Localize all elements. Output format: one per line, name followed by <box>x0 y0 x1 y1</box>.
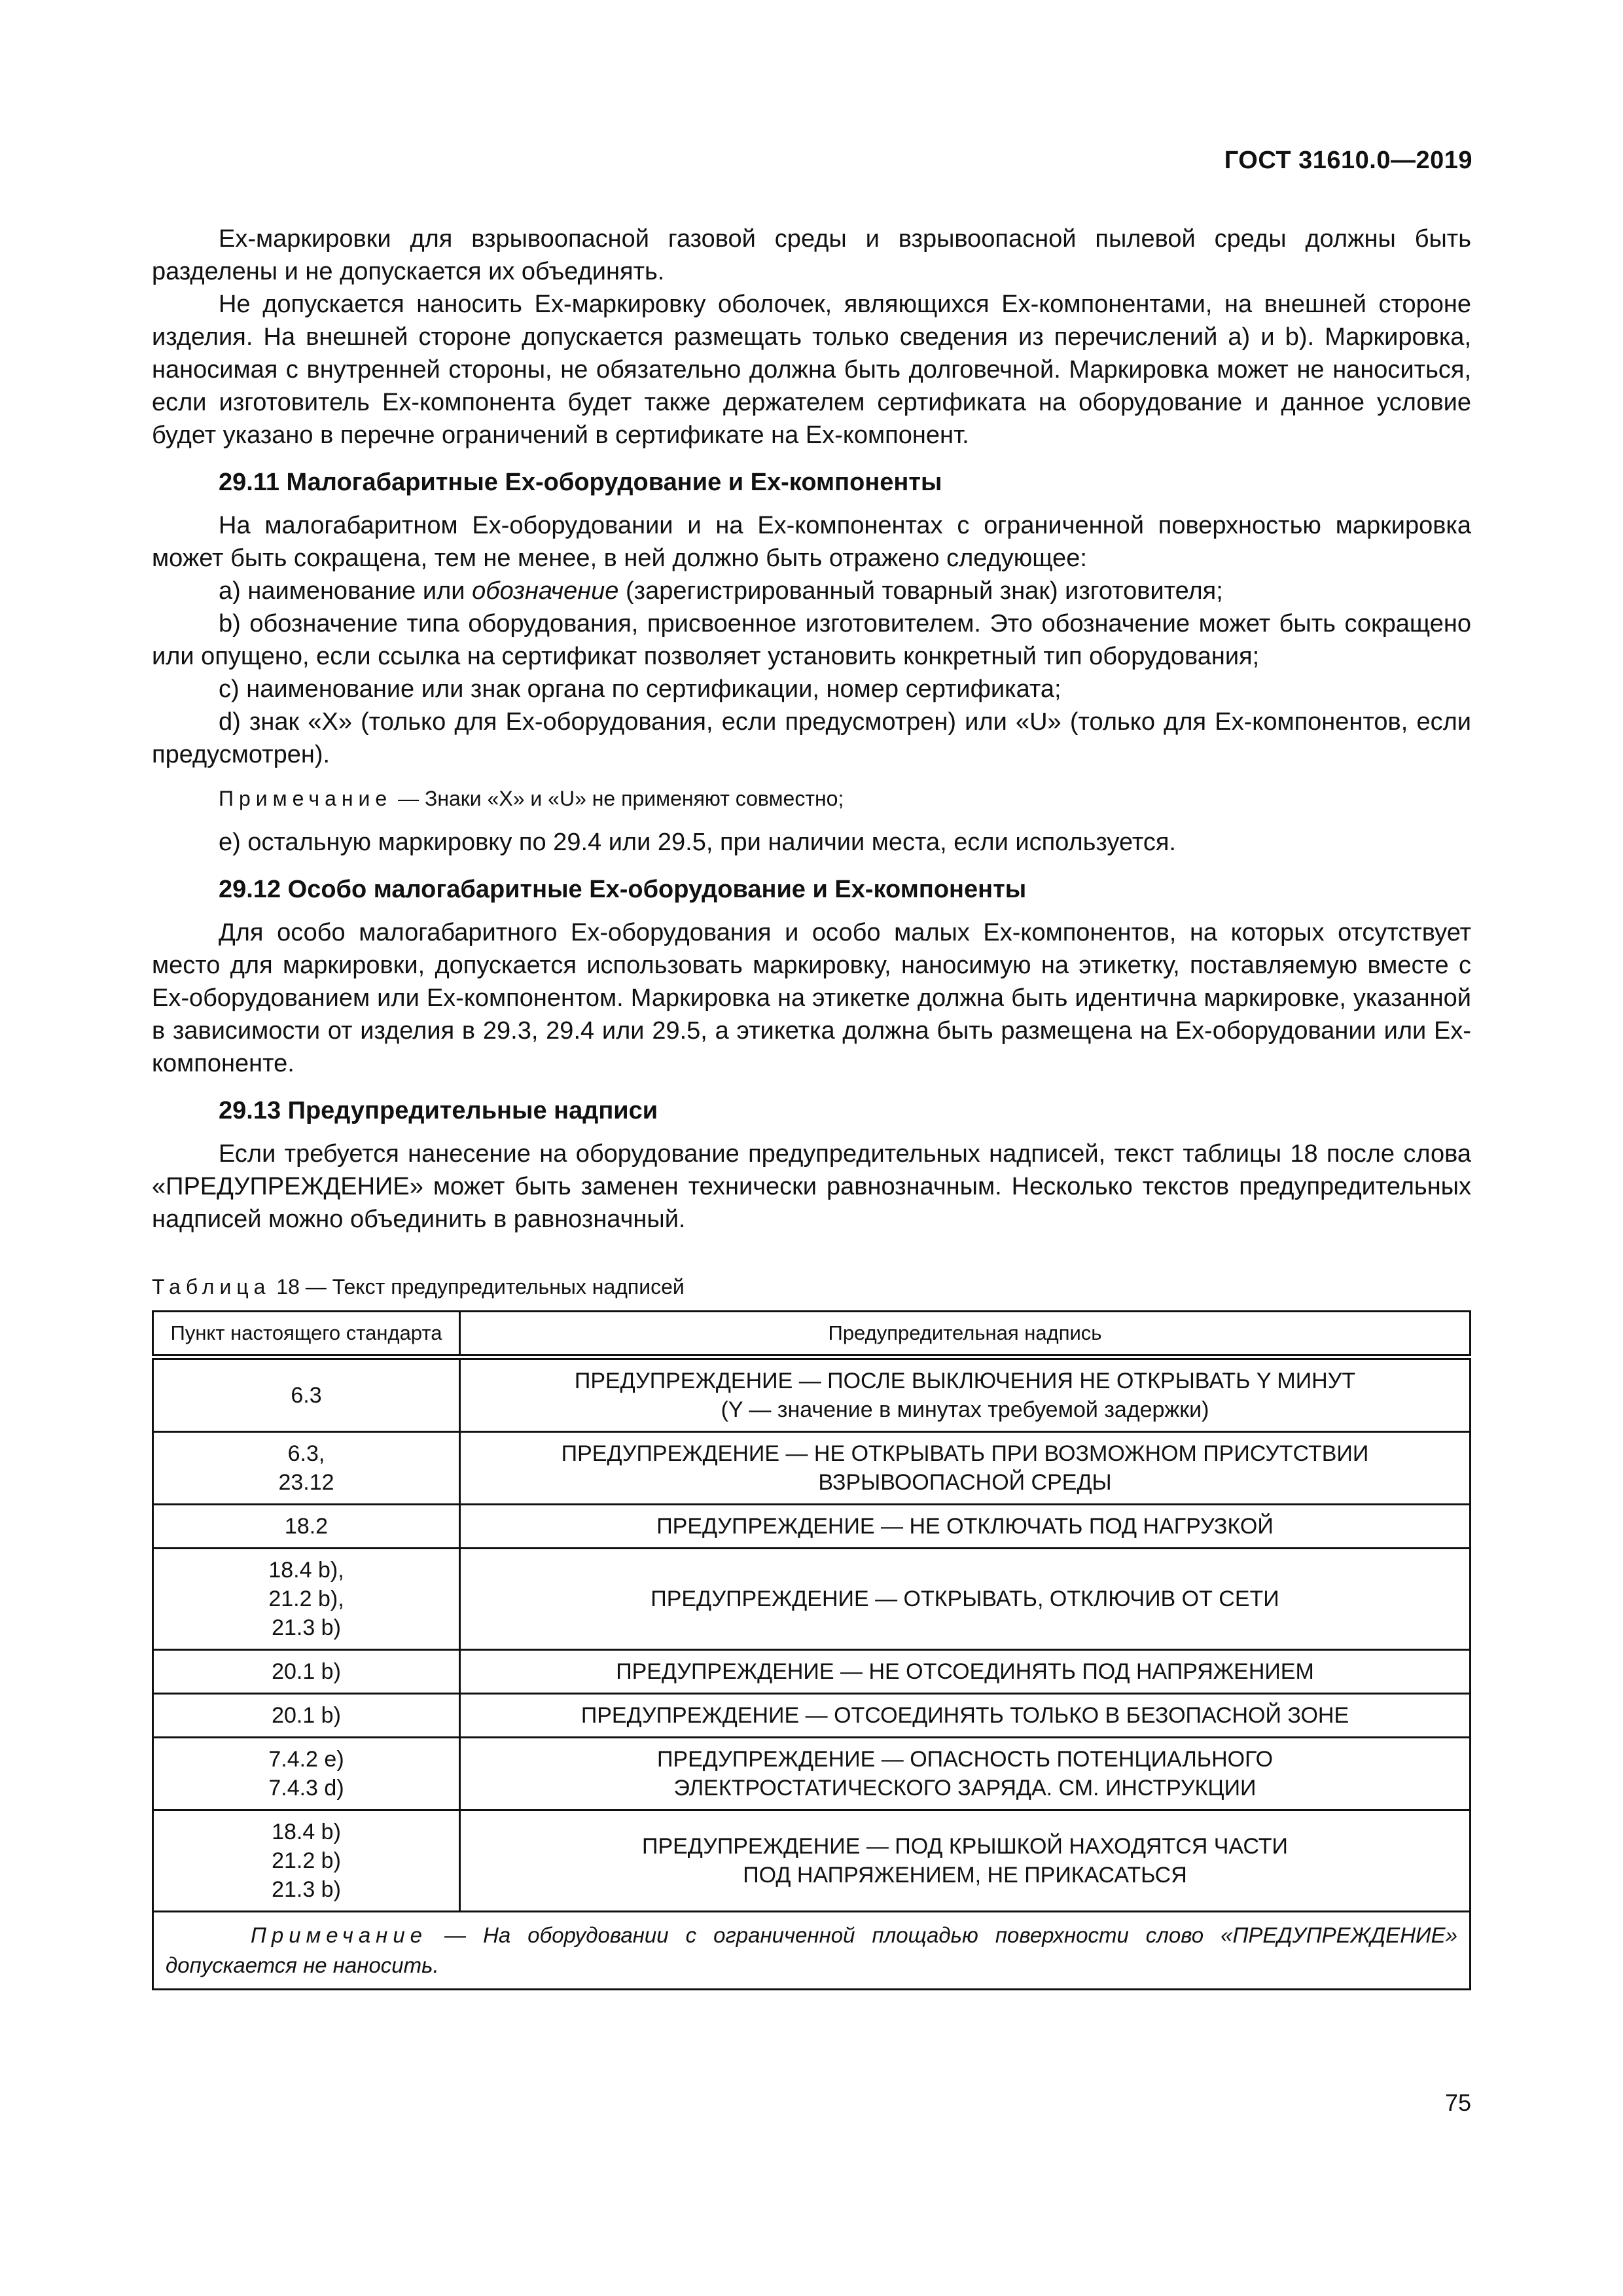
page-number: 75 <box>1444 2089 1471 2116</box>
table-cell-warning: ПРЕДУПРЕЖДЕНИЕ — НЕ ОТКЛЮЧАТЬ ПОД НАГРУЗКОЙ <box>460 1505 1471 1549</box>
table-cell-clause: 20.1 b) <box>153 1694 460 1738</box>
table-cell-warning: ПРЕДУПРЕЖДЕНИЕ — ОПАСНОСТЬ ПОТЕНЦИАЛЬНОГО ЭЛЕКТРОСТАТИЧЕСКОГО ЗАРЯДА. СМ. ИНСТРУКЦИИ <box>460 1738 1471 1810</box>
table-cell-clause: 6.3, 23.12 <box>153 1432 460 1505</box>
section-29-13-heading: 29.13 Предупредительные надписи <box>219 1097 658 1124</box>
list-item-d: d) знак «X» (только для Ex-оборудования, если предусмотрен) или «U» (только для Ex-компонентов, если предусмотрен). <box>152 708 1471 768</box>
table-note-label: Примечание <box>251 1923 428 1947</box>
table-header-warning: Предупредительная надпись <box>460 1312 1471 1357</box>
table-cell-warning: ПРЕДУПРЕЖДЕНИЕ — НЕ ОТСОЕДИНЯТЬ ПОД НАПРЯЖЕНИЕМ <box>460 1650 1471 1694</box>
document-body <box>152 223 1471 1990</box>
section-29-11-heading: 29.11 Малогабаритные Ex-оборудование и Ex-компоненты <box>219 469 942 496</box>
table-row <box>153 1810 1471 1912</box>
intro-paragraph-1: Ex-маркировки для взрывоопасной газовой среды и взрывоопасной пылевой среды должны быть разделены и не допускается их объединять. <box>152 225 1471 285</box>
table-caption-text: 18 — Текст предупредительных надписей <box>270 1275 685 1299</box>
table-row <box>153 1357 1471 1432</box>
table-cell-warning: ПРЕДУПРЕЖДЕНИЕ — ПОД КРЫШКОЙ НАХОДЯТСЯ ЧАСТИ ПОД НАПРЯЖЕНИЕМ, НЕ ПРИКАСАТЬСЯ <box>460 1810 1471 1912</box>
table-row <box>153 1549 1471 1650</box>
table-cell-clause: 6.3 <box>153 1357 460 1432</box>
table-row <box>153 1505 1471 1549</box>
list-item-a <box>152 575 1471 607</box>
table-row <box>153 1432 1471 1505</box>
table-header-clause: Пункт настоящего стандарта <box>153 1312 460 1357</box>
section-29-11-paragraph: На малогабаритном Ex-оборудовании и на Ex-компонентах с ограниченной поверхностью маркировка может быть сокращена, тем не менее, в ней должно быть отражено следующее: <box>152 512 1471 572</box>
section-29-12-paragraph: Для особо малогабаритного Ex-оборудования и особо малых Ex-компонентов, на которых отсутствует место для маркировки, допускается использовать маркировку, наносимую на этикетку, поставляемую вместе с Ex-оборудованием или Ex-компонентом. Маркировка на этикетке должна быть идентична маркировке, указанной в зависимости от изделия в 29.3, 29.4 или 29.5, а этикетка должна быть размещена на Ex-оборудовании или Ex-компоненте. <box>152 919 1471 1077</box>
table-caption-label: Таблица <box>152 1275 271 1299</box>
table-caption <box>152 1272 1471 1301</box>
table-cell-clause: 18.2 <box>153 1505 460 1549</box>
table-cell-warning: ПРЕДУПРЕЖДЕНИЕ — ОТСОЕДИНЯТЬ ТОЛЬКО В БЕЗОПАСНОЙ ЗОНЕ <box>460 1694 1471 1738</box>
note <box>152 784 1471 813</box>
table-cell-clause: 20.1 b) <box>153 1650 460 1694</box>
list-item-a-prefix: a) наименование или <box>219 577 473 605</box>
table-cell-warning: ПРЕДУПРЕЖДЕНИЕ — ПОСЛЕ ВЫКЛЮЧЕНИЯ НЕ ОТКРЫВАТЬ Y МИНУТ (Y — значение в минутах требуемой задержки) <box>460 1357 1471 1432</box>
table-note-text: — На оборудовании с ограниченной площадью поверхности слово «ПРЕДУПРЕЖДЕНИЕ» допускается не наносить. <box>166 1923 1457 1977</box>
section-29-13-paragraph: Если требуется нанесение на оборудование предупредительных надписей, текст таблицы 18 после слова «ПРЕДУПРЕЖДЕНИЕ» может быть заменен технически равнозначным. Несколько текстов предупредительных надписей можно объединить в равнозначный. <box>152 1140 1471 1233</box>
list-item-e: e) остальную маркировку по 29.4 или 29.5, при наличии места, если используется. <box>219 829 1176 856</box>
table-cell-warning: ПРЕДУПРЕЖДЕНИЕ — НЕ ОТКРЫВАТЬ ПРИ ВОЗМОЖНОМ ПРИСУТСТВИИ ВЗРЫВООПАСНОЙ СРЕДЫ <box>460 1432 1471 1505</box>
table-cell-clause: 18.4 b) 21.2 b) 21.3 b) <box>153 1810 460 1912</box>
table-row <box>153 1694 1471 1738</box>
document-header: ГОСТ 31610.0—2019 <box>1224 147 1472 174</box>
list-item-a-suffix: (зарегистрированный товарный знак) изготовителя; <box>618 577 1223 605</box>
table-cell-warning: ПРЕДУПРЕЖДЕНИЕ — ОТКРЫВАТЬ, ОТКЛЮЧИВ ОТ СЕТИ <box>460 1549 1471 1650</box>
warnings-table <box>152 1310 1471 1990</box>
table-header-row <box>153 1312 1471 1357</box>
note-text: — Знаки «X» и «U» не применяют совместно; <box>392 787 844 810</box>
list-item-b: b) обозначение типа оборудования, присвоенное изготовителем. Это обозначение может быть сокращено или опущено, если ссылка на сертификат позволяет установить конкретный тип оборудования; <box>152 610 1471 670</box>
note-label: Примечание <box>219 787 393 810</box>
intro-paragraph-2: Не допускается наносить Ex-маркировку оболочек, являющихся Ex-компонентами, на внешней стороне изделия. На внешней стороне допускается размещать только сведения из перечислений а) и b). Маркировка, наносимая с внутренней стороны, не обязательно должна быть долговечной. Маркировка может не наноситься, если изготовитель Ex-компонента будет также держателем сертификата на оборудование и данное условие будет указано в перечне ограничений в сертификате на Ex-компонент. <box>152 291 1471 449</box>
table-row <box>153 1738 1471 1810</box>
section-29-12-heading: 29.12 Особо малогабаритные Ex-оборудование и Ex-компоненты <box>219 876 1027 903</box>
list-item-c: c) наименование или знак органа по сертификации, номер сертификата; <box>219 675 1061 703</box>
list-item-a-emphasis: обозначение <box>472 577 619 605</box>
table-cell-clause: 18.4 b), 21.2 b), 21.3 b) <box>153 1549 460 1650</box>
table-note-row <box>153 1912 1471 1990</box>
table-note <box>153 1912 1471 1990</box>
table-row <box>153 1650 1471 1694</box>
table-cell-clause: 7.4.2 e) 7.4.3 d) <box>153 1738 460 1810</box>
